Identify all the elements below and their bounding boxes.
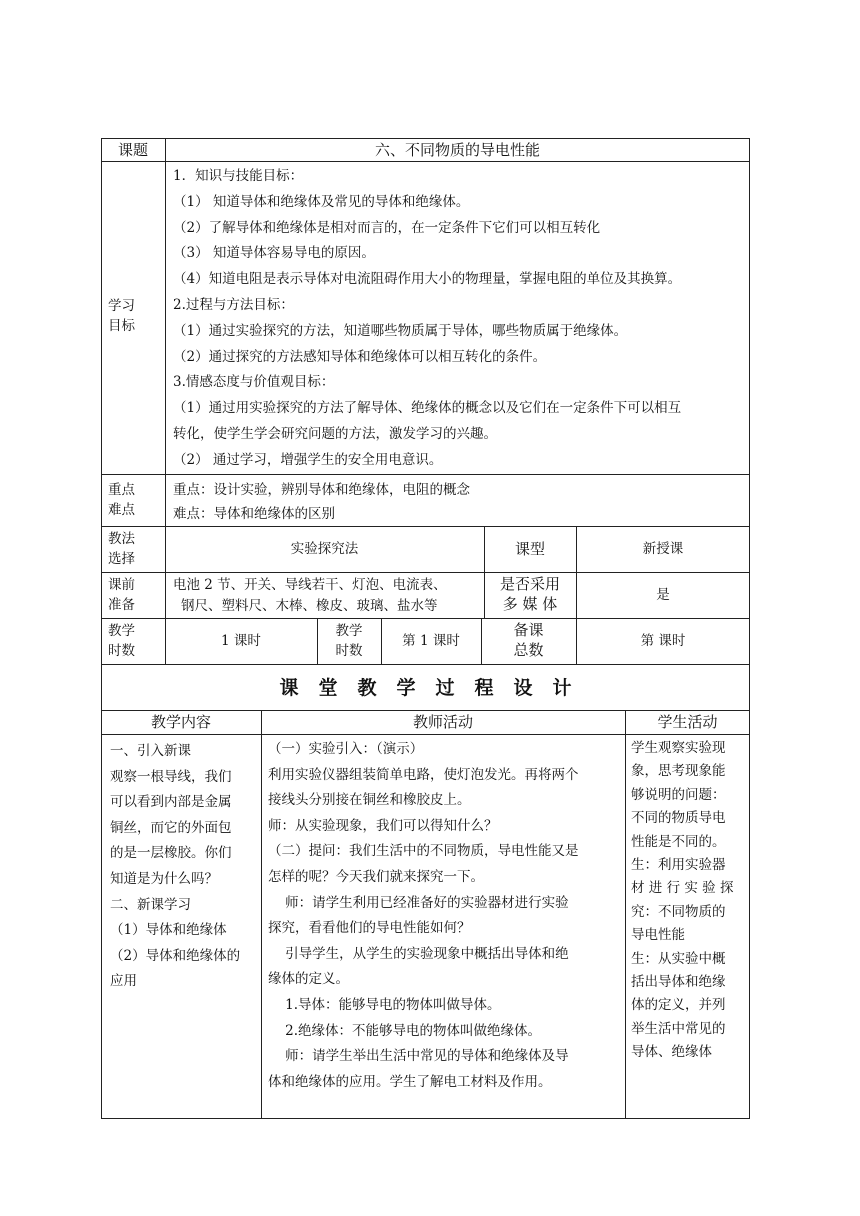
col-divider (261, 710, 262, 1119)
student-line: 生：从实验中概 (631, 950, 726, 967)
hours-label (108, 621, 135, 661)
student-column (631, 737, 733, 1064)
hours-label-line: 时数 (108, 643, 135, 659)
method-label-line: 选择 (108, 551, 135, 567)
subject-title: 六、不同物质的导电性能 (374, 141, 540, 159)
student-line: 导体、绝缘体 (631, 1044, 712, 1061)
teacher-line: 怎样的呢？今天我们就来探究一下。 (268, 868, 484, 885)
hours-label-line: 教学 (108, 623, 135, 639)
materials-line: 钢尺、塑料尺、木棒、橡皮、玻璃、盐水等 (181, 598, 438, 614)
total-label-line: 总数 (513, 641, 544, 659)
design-title: 课堂教学过程设计 (279, 677, 592, 699)
goal-line: （3） 知道导体容易导电的原因。 (173, 245, 375, 262)
goal-line: 转化，使学生学会研究问题的方法，激发学习的兴趣。 (173, 425, 497, 442)
keypoints-label-line: 难点 (108, 502, 135, 518)
goal-line: 2.过程与方法目标： (173, 296, 294, 313)
teacher-line: （二）提问：我们生活中的不同物质，导电性能又是 (268, 843, 579, 860)
teacher-line: 接线头分别接在铜丝和橡胶皮上。 (268, 792, 471, 809)
method-label-line: 教法 (108, 531, 135, 547)
goal-line: （1） 知道导体和绝缘体及常见的导体和绝缘体。 (173, 193, 470, 210)
teacher-line: 引导学生，从学生的实验现象中概括出导体和绝 (268, 945, 569, 962)
teacher-line: 缘体的定义。 (268, 971, 349, 988)
teacher-line: （一）实验引入：（演示） (268, 741, 424, 757)
lesson-type-label: 课型 (514, 540, 545, 558)
hours2-label-line: 教学 (335, 623, 363, 639)
student-line: 括出导体和绝缘 (631, 973, 726, 990)
row-divider (101, 526, 750, 527)
row-divider (101, 161, 750, 162)
student-line: 够说明的问题： (631, 786, 726, 803)
focus-text: 重点：设计实验，辨别导体和绝缘体，电阻的概念 (173, 482, 470, 498)
teacher-line: 2.绝缘体：不能够导电的物体叫做绝缘体。 (268, 1022, 542, 1039)
goal-line: 3.情感态度与价值观目标： (173, 374, 335, 391)
difficulty-text: 难点：导体和绝缘体的区别 (173, 506, 335, 522)
content-line: 可以看到内部是金属 (110, 794, 232, 811)
student-line: 举生活中常见的 (631, 1020, 726, 1037)
subject-label: 课题 (117, 141, 148, 159)
content-line: （2）导体和绝缘体的 (110, 947, 241, 964)
goals-label (108, 296, 135, 336)
goal-line: （2） 通过学习，增强学生的安全用电意识。 (173, 451, 443, 468)
method-value: 实验探究法 (290, 541, 359, 557)
col-header-teacher: 教师活动 (412, 713, 473, 731)
prep-label-line: 课前 (108, 577, 135, 593)
goal-line: （4）知道电阻是表示导体对电流阻碍作用大小的物理量，掌握电阻的单位及其换算。 (173, 271, 682, 288)
student-line: 体的定义，并列 (631, 997, 726, 1014)
hours2-label (317, 621, 381, 661)
student-line: 象，思考现象能 (631, 763, 726, 780)
student-line: 究：不同物质的 (631, 903, 726, 920)
student-line: 生：利用实验器 (631, 856, 726, 873)
hours2-label-line: 时数 (335, 643, 363, 659)
keypoints-label (108, 480, 135, 520)
content-line: 的是一层橡胶。你们 (110, 845, 232, 862)
row-divider (101, 664, 750, 665)
teacher-line: 师：请学生利用已经准备好的实验器材进行实验 (268, 894, 569, 911)
row-divider (101, 474, 750, 475)
media-label-line: 是否采用 (499, 575, 560, 593)
media-value: 是 (656, 587, 670, 603)
content-line: 知道是为什么吗？ (110, 870, 218, 887)
prep-label (108, 575, 135, 615)
teacher-line: 体和绝缘体的应用。学生了解电工材料及作用。 (268, 1073, 552, 1090)
col-divider (165, 138, 166, 664)
teacher-line: 1.导体：能够导电的物体叫做导体。 (268, 996, 501, 1013)
total-label (481, 620, 576, 660)
student-line: 学生观察实验现 (631, 740, 726, 756)
row-divider (101, 618, 750, 619)
total-label-line: 备课 (513, 621, 544, 639)
materials-line: 电池 2 节、开关、导线若干、灯泡、电流表、 (173, 577, 447, 593)
method-label (108, 529, 135, 569)
goal-line: （1）通过实验探究的方法，知道哪些物质属于导体，哪些物质属于绝缘体。 (173, 322, 628, 339)
lesson-type-value: 新授课 (642, 541, 684, 557)
goal-line: （2）了解导体和绝缘体是相对而言的，在一定条件下它们可以相互转化 (173, 219, 601, 236)
media-label-line: 多 媒 体 (502, 595, 558, 613)
total-value: 第 课时 (640, 633, 686, 649)
goal-line: 1．知识与技能目标： (173, 168, 304, 184)
content-line: 观察一根导线，我们 (110, 768, 232, 785)
teacher-line: 师：请学生举出生活中常见的导体和绝缘体及导 (268, 1048, 569, 1065)
goal-line: （1）通过用实验探究的方法了解导体、绝缘体的概念以及它们在一定条件下可以相互 (173, 400, 682, 417)
lesson-number: 第 1 课时 (402, 633, 460, 649)
teacher-line: 探究，看看他们的导电性能如何？ (268, 920, 471, 937)
col-header-content: 教学内容 (150, 713, 211, 731)
content-column (110, 739, 240, 995)
goals-content (173, 164, 681, 474)
student-line: 材 进 行 实 验 探 (631, 880, 734, 897)
content-line: 铜丝，而它的外面包 (110, 819, 232, 836)
teacher-line: 师：从实验现象，我们可以得知什么？ (268, 817, 498, 834)
student-line: 性能是不同的。 (631, 833, 726, 850)
col-header-student: 学生活动 (657, 713, 718, 731)
content-line: 二、新课学习 (110, 896, 191, 913)
content-line: 一、引入新课 (110, 743, 191, 759)
goal-line: （2）通过探究的方法感知导体和绝缘体可以相互转化的条件。 (173, 348, 547, 365)
prep-label-line: 准备 (108, 597, 135, 613)
student-line: 不同的物质导电 (631, 810, 726, 827)
goals-label-line: 学习 (108, 298, 135, 314)
teacher-line: 利用实验仪器组装简单电路，使灯泡发光。再将两个 (268, 766, 579, 783)
teacher-column (268, 737, 579, 1095)
row-divider (101, 734, 750, 735)
media-label (484, 574, 576, 614)
student-line: 导电性能 (631, 927, 685, 944)
row-divider (101, 710, 750, 711)
row-divider (101, 572, 750, 573)
goals-label-line: 目标 (108, 318, 135, 334)
hours-value: 1 课时 (221, 633, 261, 649)
col-divider (625, 710, 626, 1119)
content-line: （1）导体和绝缘体 (110, 922, 227, 939)
content-line: 应用 (110, 973, 137, 990)
keypoints-label-line: 重点 (108, 482, 135, 498)
